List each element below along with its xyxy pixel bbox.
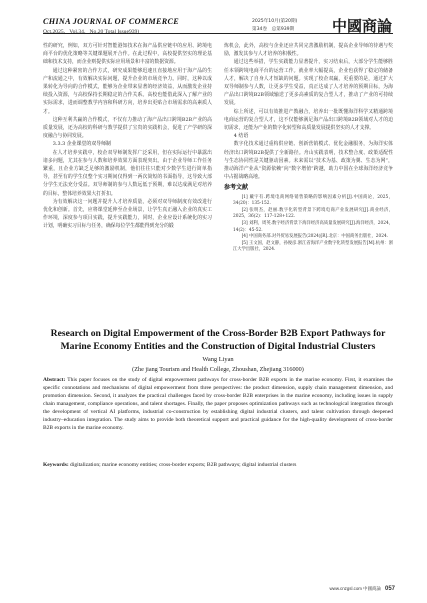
keywords-text: digitalization; marine economy entities; cross-border exports; B2B pathways; digital industrial clusters bbox=[70, 462, 297, 468]
abstract-label: Abstract: bbox=[43, 377, 66, 383]
left-paragraph: 通过这种紧密的合作方式，研究成果能够迅速且直接地应用于海产品的生产和流通之中，有效解决实际问题，提升企业的市场竞争力。同时，这种以成果转化为导向的合作模式，能够为企业带来显著的经济效益，从而激发企业持续投入资源，与高校保持长期稳定的合作关系。高校也能借此深入了解产业的实际需求，进而调整教学内容和科研方向，培养出更贴合市场需求的高素质人才。 bbox=[43, 67, 212, 115]
header-issue bbox=[252, 18, 326, 34]
right-paragraph: 通过这些举措，学生实践能力显著提升，实习结束后，大部分学生能够胜任本领跨境电商平台的运营工作。就业率大幅提高，企业也获得了稳定的储备人才，解决了自身人才短缺的问题。实现了校企双赢，更重要的是，通过扩大双导师制参与人数，让更多学生受益，真正达成了人才培养的预期目标，为海产品出口跨境B2B领域输送了更多高素质的复合型人才，推动了产业的可持续发展。 bbox=[224, 59, 393, 107]
volume-info: Oct.2025，Vol.34，No.20 Total Issue939) bbox=[43, 29, 140, 35]
english-title: Research on Digital Empowerment of the Cross-Border B2B Export Pathways for Marine Economy Entities and the Construction of Digital Industrial Clusters bbox=[50, 328, 386, 352]
right-paragraph: 炼机会，此外，高校与企业还应共同完善激励机制，提高企业导师的待遇与奖励，激发其参与人才培养的积极性。 bbox=[224, 43, 393, 58]
header-rule bbox=[43, 33, 393, 34]
page-footer bbox=[300, 586, 395, 592]
english-affiliation: (Zhe jiang Tourism and Health College, Zhoushan, Zhejiang 316000) bbox=[132, 366, 304, 373]
right-paragraph: 综上所述，可以有效推进产教融合，培养出一批既懂海洋科学又精通跨境电商运营的复合型人才，这不仅能够满足海产品出口跨境B2B领域对人才的迫切需求，还能为产业的数字化转型和高质量发展提供坚实的人才支撑。 bbox=[224, 108, 393, 132]
issue-total-cn: 第34卷 总第939期 bbox=[252, 27, 295, 32]
english-abstract bbox=[43, 376, 393, 432]
logo-text: 中國商論 bbox=[332, 17, 392, 35]
english-author: Wang Liyan bbox=[202, 356, 234, 363]
english-keywords bbox=[43, 461, 393, 469]
left-paragraph: 为有效解决这一问题并提升人才培养质量，必须对双导师制度有效改进行优化和创新。首先，应将课堂延伸至企业场景，让学生真正融入企业的真实工作环境，深度参与项目实践，提升实践能力，同时，企业应设计系统化的实习计划，明确实习目标与任务，确保每位学生都能得到充分的锻 bbox=[43, 198, 212, 230]
keywords-label: Keywords: bbox=[43, 462, 69, 468]
conclusion-heading: 4 结语 bbox=[233, 133, 249, 140]
reference-item: [2] 张明杰，赵丽.数字化转型背景下跨境电商产业发展研究[J].商业经济，2025，36(2)：117-128+122. bbox=[233, 207, 393, 220]
left-paragraph: 这种互利共赢的合作模式，不仅有力推动了海产品出口跨境B2B产业的高质量发展，还为高校的科研与教学提供了宝贵的实践机会，促进了产学研的深度融合与协同发展。 bbox=[43, 116, 212, 140]
reference-item: [5] 王文国，赵文静，孙俊彦.浙江省海洋产业数字化转型发展报告[M].杭州：浙江大学出版社，2024. bbox=[233, 240, 393, 253]
reference-item: [4] 中国商务部.对外贸易发展报告(2024)[R].北京：中国商务出版社，2024. bbox=[241, 234, 389, 240]
left-column bbox=[43, 42, 212, 231]
page-number: 057 bbox=[384, 586, 395, 592]
section-subhead: 3.3.3 企业课堂的双导师制 bbox=[52, 141, 111, 148]
footer-site: www.cnzgsl.com 中國商論 bbox=[329, 586, 381, 591]
references-heading: 参考文献 bbox=[224, 184, 249, 192]
reference-item: [1] 戴宇有.跨境电商网络销售策略的影响因素分析[J].中国商论，2025，34(20)：135-152. bbox=[233, 194, 393, 207]
right-paragraph: 数字化技术通过重构供应链、创新营销模式、优化金融服务，为海洋实体经济出口跨境B2B提供了全新路径。舟山实践表明，技术整合度、政策适配性与生态协同性是关键驱动因素。未来需以“技术为基、政策为翼、生态为网”，推动海洋产业从“资源依赖”向“数字增值”跨越，助力中国在全球海洋经济竞争中占据战略高地。 bbox=[224, 141, 393, 181]
journal-name: CHINA JOURNAL OF COMMERCE bbox=[43, 17, 180, 26]
right-column bbox=[224, 42, 393, 254]
abstract-text: This paper focuses on the study of digital empowerment pathways for cross-border B2B exports in the marine economy. First, it examines the specific connotations and mechanisms of digital empowerment from three perspectives: the product dimension, supply chain management dimension, and promotion dimension. Second, it analyzes the practical challenges faced by cross-border B2B enterprises in the marine economy, including issues in supply chain management, compliance operations, and talent shortages. Finally, the paper proposes optimization pathways such as technological integration through the development of vertical AI platforms, industrial co-construction by establishing digital industrial clusters, and talent cultivation through deepened industry–education integration. The study aims to provide both theoretical support and practical guidance for the high-quality development of cross-border B2B exports in the marine economy. bbox=[43, 377, 393, 431]
issue-cn: 2025年10月(第20期) bbox=[252, 19, 298, 24]
left-paragraph: 在人才培养实践中，校企双导师制发挥广泛采用，但在实际运行中暴露出诸多问题，尤其在参与人数和培养效果方面表现突出。由于企业导师工作任务繁重，且企业方缺乏足够的激励机制，他们往往只能对少数学生进行简单指导，甚至有的学生仅整个实习期间仅得到一两次简短的书面指导，这导致大部分学生无法充分受益。双导师制的参与人数远低于预期，难以达成满足对培养的目标，整体培养效果大打折扣。 bbox=[43, 149, 212, 197]
reference-item: [3] 刘利，周英.数字经济背景下海洋经济高质量发展研究[J].海洋经济，2024，14(2)：45-52. bbox=[233, 221, 393, 233]
left-paragraph: 性的研究，例如，双方可针对智能港知技术在海产品供应链中的应用、跨境电商平台的优化策略等关键课题展开合作。在此过程中，高校提供坚实的理论基础和技术支持，而企业则提供实际应用场景和丰富的数据资源。 bbox=[43, 43, 212, 66]
